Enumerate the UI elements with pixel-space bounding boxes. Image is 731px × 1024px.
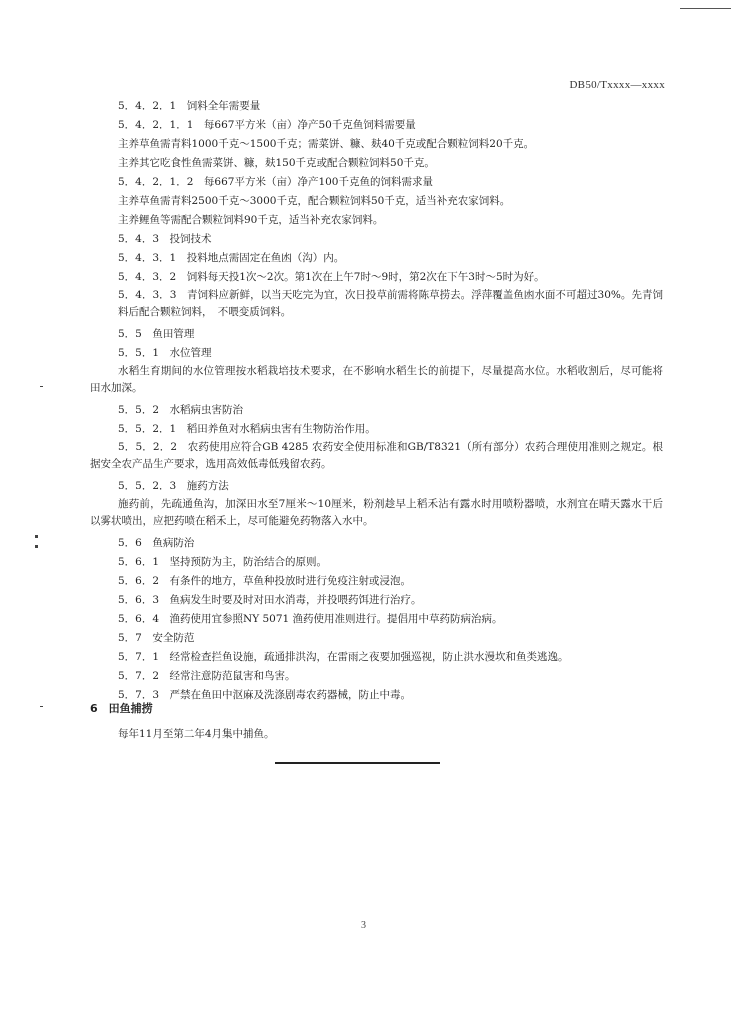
paragraph-spraying: 施药前，先疏通鱼沟，加深田水至7厘米～10厘米，粉剂趁早上稻禾沾有露水时用喷粉器喷，水剂宜在晴天露水干后以雾状喷出，应把药喷在稻禾上，尽可能避免药物落入水中。 [90, 498, 663, 527]
clause-5521: 5．5．2．1 稻田养鱼对水稻病虫害有生物防治作用。 [118, 423, 376, 435]
clause-571: 5．7．1 经常检查拦鱼设施，疏通排洪沟，在雷雨之夜要加强巡视，防止洪水漫坎和鱼类逃逸。 [118, 651, 569, 663]
clause-551: 5．5．1 水位管理 [118, 347, 212, 359]
document-code-header: DB50/Txxxx—xxxx [569, 79, 665, 91]
scan-speck [35, 535, 38, 538]
scan-edge-line [680, 8, 731, 9]
clause-562: 5．6．2 有条件的地方，草鱼种投放时进行免疫注射或浸泡。 [118, 575, 412, 587]
clause-5432: 5．4．3．2 饲料每天投1次～2次。第1次在上午7时～9时，第2次在下午3时～5时为好。 [118, 271, 545, 283]
scan-speck [40, 386, 43, 387]
clause-54212: 5．4．2．1．2 每667平方米（亩）净产100千克鱼的饲料需求量 [118, 176, 433, 188]
clause-561: 5．6．1 坚持预防为主，防治结合的原则。 [118, 556, 328, 568]
body-line: 主养其它吃食性鱼需菜饼、糠，麸150千克或配合颗粒饲料50千克。 [118, 157, 435, 169]
section-57: 5．7 安全防范 [118, 632, 195, 644]
clause-563: 5．6．3 鱼病发生时要及时对田水消毒，并投喂药饵进行治疗。 [118, 594, 422, 606]
clause-5523: 5．5．2．3 施药方法 [118, 480, 229, 492]
clause-5431: 5．4．3．1 投料地点需固定在鱼凼（沟）内。 [118, 252, 345, 264]
clause-54211: 5．4．2．1．1 每667平方米（亩）净产50千克鱼饲料需要量 [118, 119, 416, 131]
body-line: 主养草鱼需青料1000千克～1500千克；需菜饼、糠、麸40千克或配合颗粒饲料20千克。 [118, 138, 535, 150]
scan-speck [35, 545, 38, 548]
page-number: 3 [361, 920, 366, 931]
section-55: 5．5 鱼田管理 [118, 328, 195, 340]
clause-5421: 5．4．2．1 饲料全年需要量 [118, 100, 261, 112]
clause-5522: 5．5．2．2 农药使用应符合GB 4285 农药安全使用标准和GB/T8321（所有部分）农药合理使用准则之规定。根据安全农产品生产要求，选用高效低毒低残留农药。 [90, 441, 663, 470]
section-56: 5．6 鱼病防治 [118, 537, 195, 549]
section-6-heading: 6 田鱼捕捞 [90, 702, 153, 715]
scan-speck [40, 706, 43, 707]
clause-572: 5．7．2 经常注意防范鼠害和鸟害。 [118, 670, 296, 682]
body-line: 主养草鱼需青料2500千克～3000千克，配合颗粒饲料50千克，适当补充农家饲料。 [118, 195, 511, 207]
body-line: 主养鲤鱼等需配合颗粒饲料90千克，适当补充农家饲料。 [118, 214, 384, 226]
end-rule [275, 762, 440, 764]
clause-543: 5．4．3 投饲技术 [118, 233, 212, 245]
clause-573: 5．7．3 严禁在鱼田中沤麻及洗涤剧毒农药器械，防止中毒。 [118, 689, 412, 701]
clause-564: 5．6．4 渔药使用宜参照NY 5071 渔药使用准则进行。提倡用中草药防病治病。 [118, 613, 503, 625]
paragraph-water-level: 水稻生育期间的水位管理按水稻栽培技术要求，在不影响水稻生长的前提下，尽量提高水位。水稻收割后，尽可能将田水加深。 [90, 365, 663, 394]
clause-552: 5．5．2 水稻病虫害防治 [118, 404, 244, 416]
section-6-text: 每年11月至第二年4月集中捕鱼。 [118, 728, 275, 740]
clause-5433: 5．4．3．3 青饲料应新鲜，以当天吃完为宜，次日投草前需将陈草捞去。浮萍覆盖鱼凼水面不可超过30%。先青饲料后配合颗粒饲料， 不喂变质饲料。 [118, 289, 663, 318]
